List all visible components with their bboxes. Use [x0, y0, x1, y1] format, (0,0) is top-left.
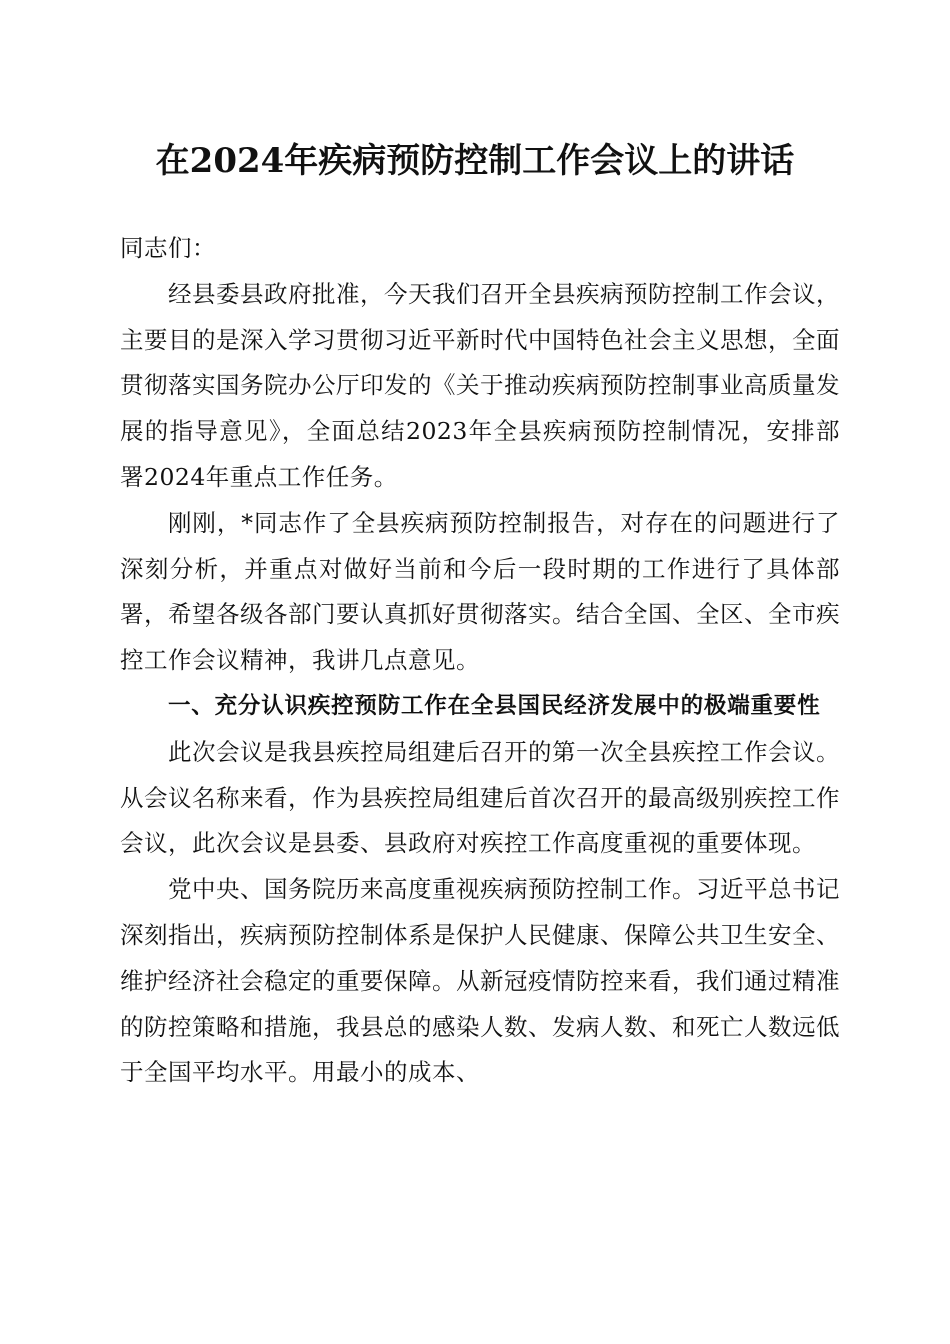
paragraph-meeting: 此次会议是我县疾控局组建后召开的第一次全县疾控工作会议。从会议名称来看，作为县疾控局组建后首次召开的最高级别疾控工作会议，此次会议是县委、县政府对疾控工作高度重视的重要体现。 — [120, 737, 840, 858]
document-title: 在2024年疾病预防控制工作会议上的讲话 — [155, 141, 795, 181]
document-body — [120, 226, 840, 1096]
section-heading: 一、充分认识疾控预防工作在全县国民经济发展中的极端重要性 — [168, 692, 821, 719]
paragraph-central: 党中央、国务院历来高度重视疾病预防控制工作。习近平总书记深刻指出，疾病预防控制体系是保护人民健康、保障公共卫生安全、维护经济社会稳定的重要保障。从新冠疫情防控来看，我们通过精准的防控策略和措施，我县总的感染人数、发病人数、和死亡人数远低于全国平均水平。用最小的成本、 — [120, 875, 840, 1087]
paragraph-report: 刚刚，*同志作了全县疾病预防控制报告，对存在的问题进行了深刻分析，并重点对做好当前和今后一段时期的工作进行了具体部署，希望各级各部门要认真抓好贯彻落实。结合全国、全区、全市疾控工作会议精神，我讲几点意见。 — [120, 508, 840, 675]
paragraph-intro: 经县委县政府批准，今天我们召开全县疾病预防控制工作会议，主要目的是深入学习贯彻习近平新时代中国特色社会主义思想，全面贯彻落实国务院办公厅印发的《关于推动疾病预防控制事业高质量发展的指导意见》，全面总结2023年全县疾病预防控制情况，安排部署2024年重点工作任务。 — [120, 279, 840, 491]
salutation: 同志们： — [120, 234, 216, 262]
